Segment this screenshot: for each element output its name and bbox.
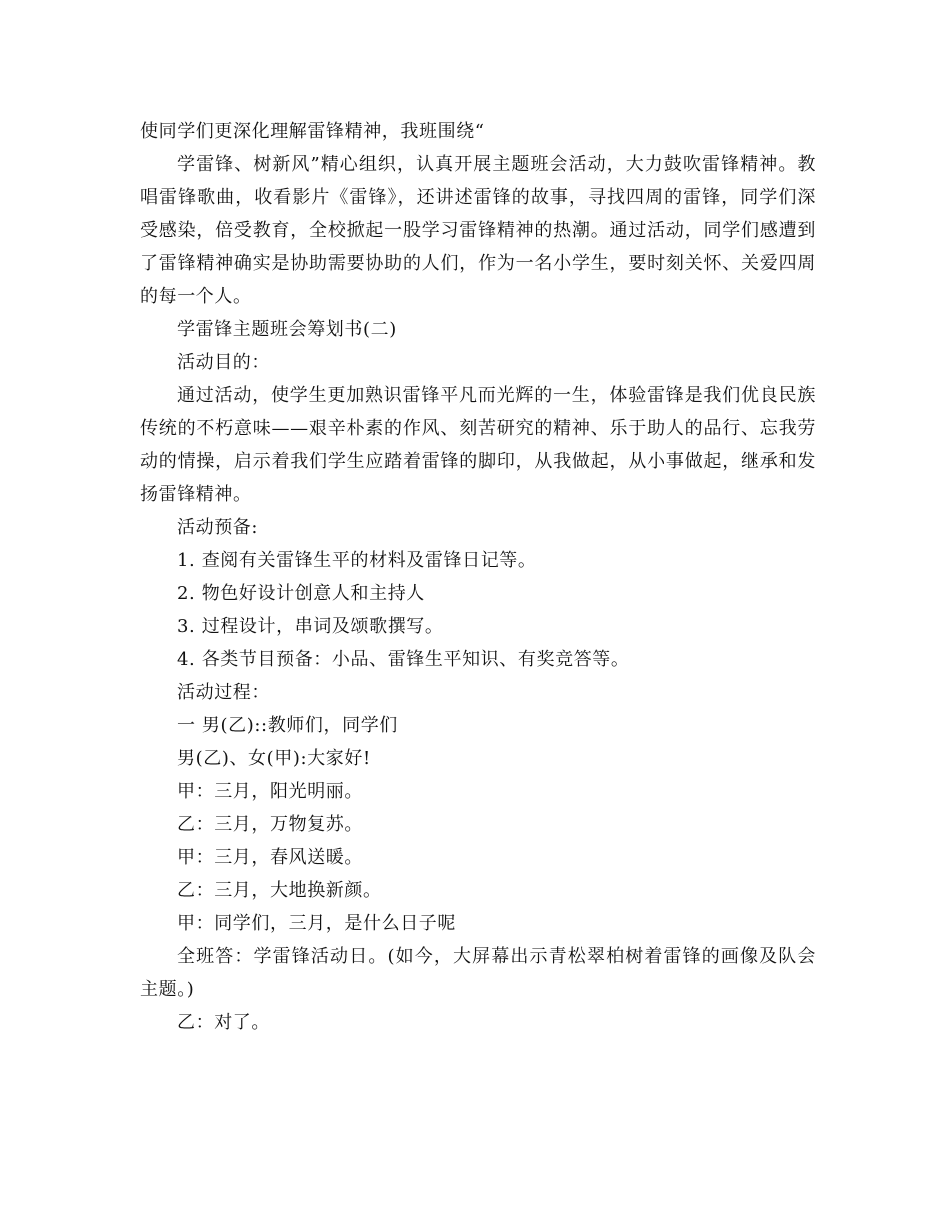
list-item-preparation-4: 4. 各类节目预备：小品、雷锋生平知识、有奖竞答等。	[177, 649, 630, 670]
dialogue-line: 甲：三月，春风送暖。	[177, 847, 363, 868]
paragraph-activity-purpose: 通过活动，使学生更加熟识雷锋平凡而光辉的一生，体验雷锋是我们优良民族传统的不朽意味——艰辛朴素的作风、刻苦研究的精神、乐于助人的品行、忘我劳动的情操，启示着我们学生应踏着雷锋的脚印，从我做起，从小事做起，继承和发扬雷锋精神。	[140, 385, 816, 505]
dialogue-line: 全班答：学雷锋活动日。(如今，大屏幕出示青松翠柏树着雷锋的画像及队会主题。)	[140, 946, 816, 1000]
dialogue-line: 甲：同学们，三月，是什么日子呢	[177, 913, 456, 934]
dialogue-line: 男(乙)、女(甲):大家好!	[177, 748, 371, 769]
list-item-preparation-2: 2. 物色好设计创意人和主持人	[177, 583, 425, 604]
paragraph-intro-line: 使同学们更深化理解雷锋精神，我班围绕“	[140, 121, 485, 142]
dialogue-line: 乙：对了。	[177, 1012, 270, 1033]
section-heading-plan-two: 学雷锋主题班会筹划书(二)	[177, 319, 397, 340]
document-body	[140, 115, 816, 1039]
paragraph-activity-summary: 学雷锋、树新风”精心组织，认真开展主题班会活动，大力鼓吹雷锋精神。教唱雷锋歌曲，收看影片《雷锋》，还讲述雷锋的故事，寻找四周的雷锋，同学们深受感染，倍受教育，全校掀起一股学习雷锋精神的热潮。通过活动，同学们感遭到了雷锋精神确实是协助需要协助的人们，作为一名小学生，要时刻关怀、关爱四周的每一个人。	[140, 154, 816, 307]
dialogue-line: 乙：三月，万物复苏。	[177, 814, 363, 835]
dialogue-line: 甲：三月，阳光明丽。	[177, 781, 363, 802]
dialogue-line: 乙：三月，大地换新颜。	[177, 880, 382, 901]
heading-activity-purpose: 活动目的：	[177, 352, 270, 373]
heading-activity-preparation: 活动预备:	[177, 517, 259, 538]
list-item-preparation-1: 1. 查阅有关雷锋生平的材料及雷锋日记等。	[177, 550, 537, 571]
list-item-preparation-3: 3. 过程设计，串词及颂歌撰写。	[177, 616, 444, 637]
dialogue-line: 一 男(乙)::教师们，同学们	[177, 715, 398, 736]
heading-activity-process: 活动过程：	[177, 682, 270, 703]
